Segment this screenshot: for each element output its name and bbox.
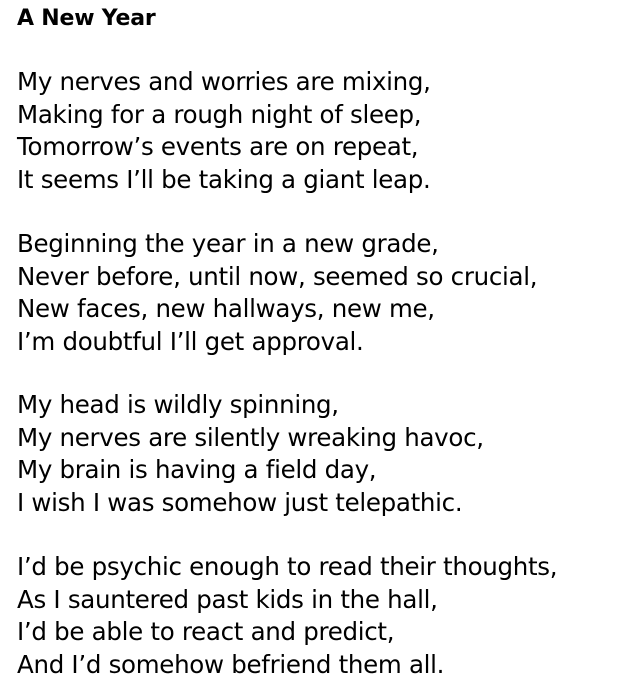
poem-line: New faces, new hallways, new me,	[17, 294, 435, 323]
poem-line: I’d be psychic enough to read their thoughts,	[17, 552, 558, 581]
poem-line: My brain is having a field day,	[17, 455, 377, 484]
stanza-2	[17, 228, 537, 358]
poem-line: I’d be able to react and predict,	[17, 617, 395, 646]
stanza-1	[17, 66, 431, 196]
poem-line: Beginning the year in a new grade,	[17, 229, 439, 258]
stanza-3	[17, 389, 484, 519]
poem-line: As I sauntered past kids in the hall,	[17, 584, 438, 614]
poem-line: My nerves and worries are mixing,	[17, 67, 431, 96]
poem-line: It seems I’ll be taking a giant leap.	[17, 164, 431, 194]
poem-line: Tomorrow’s events are on repeat,	[17, 132, 419, 161]
poem-line: I’m doubtful I’ll get approval.	[17, 326, 364, 356]
poem-line: I wish I was somehow just telepathic.	[17, 487, 463, 517]
poem-line: Never before, until now, seemed so crucial,	[17, 261, 538, 291]
poem-title: A New Year	[17, 6, 156, 31]
poem-line: And I’d somehow befriend them all.	[17, 649, 445, 679]
poem-line: My head is wildly spinning,	[17, 390, 339, 419]
poem-line: My nerves are silently wreaking havoc,	[17, 422, 484, 452]
stanza-4	[17, 551, 557, 681]
poem-line: Making for a rough night of sleep,	[17, 99, 422, 129]
